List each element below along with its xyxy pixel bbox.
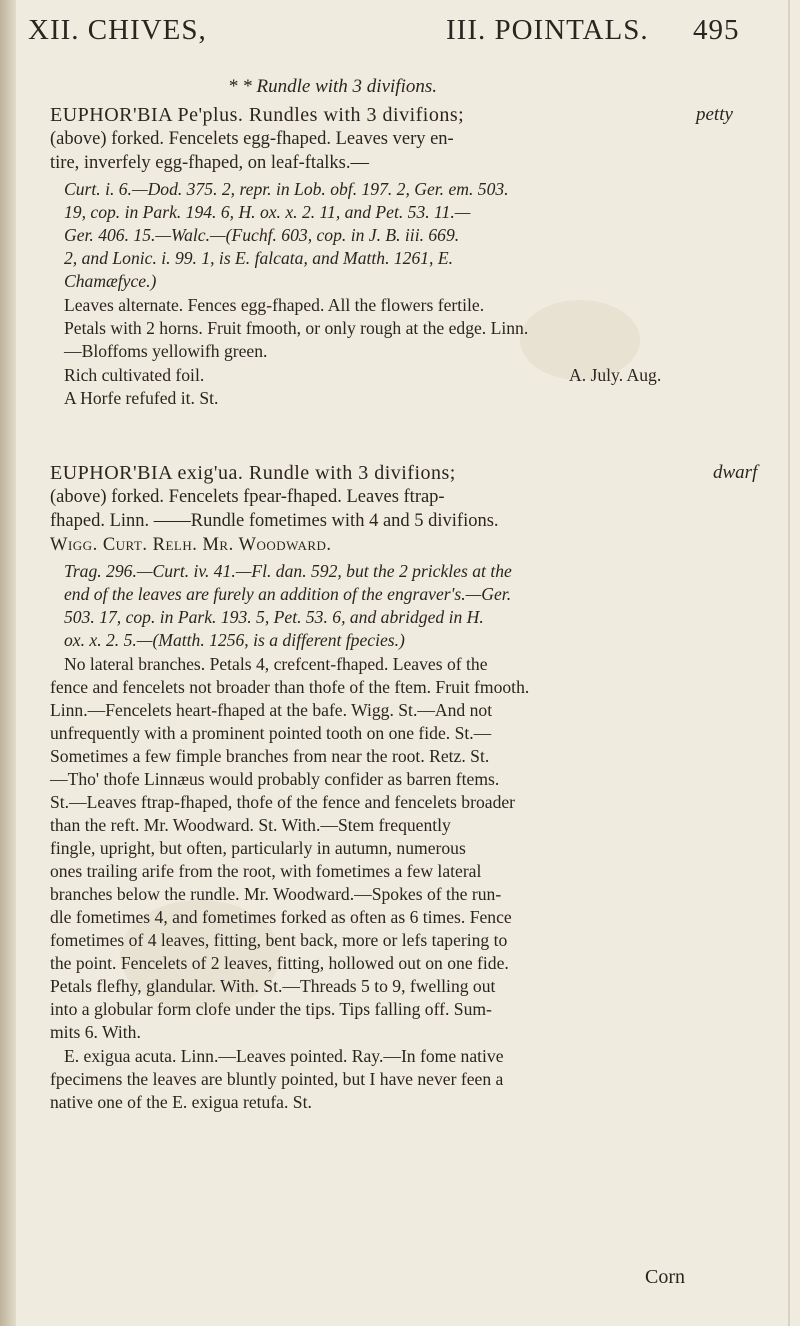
- entry-line: Linn.—Fencelets heart-fhaped at the bafe. Wigg. St.—And not: [50, 700, 493, 720]
- entry-line: (above) forked. Fencelets egg-fhaped. Leaves very en-: [50, 129, 454, 149]
- entry-line: the point. Fencelets of 2 leaves, fitting, hollowed out on one fide.: [50, 953, 509, 973]
- entry-line: Sometimes a few fimple branches from near the root. Retz. St.: [50, 746, 490, 766]
- page-number: 495: [693, 14, 740, 46]
- entry-line: 503. 17, cop. in Park. 193. 5, Pet. 53. 6, and abridged in H.: [64, 607, 484, 627]
- margin-note-dwarf: dwarf: [713, 462, 758, 483]
- entry-line: E. exigua acuta. Linn.—Leaves pointed. Ray.—In fome native: [64, 1046, 504, 1066]
- entry-line: Curt. i. 6.—Dod. 375. 2, repr. in Lob. obf. 197. 2, Ger. em. 503.: [64, 179, 509, 199]
- entry-line: —Bloffoms yellowifh green.: [64, 341, 268, 361]
- page-edge: [788, 0, 790, 1326]
- entry-line: tire, inverfely egg-fhaped, on leaf-ftalks.—: [50, 153, 369, 173]
- entry-line: Petals flefhy, glandular. With. St.—Threads 5 to 9, fwelling out: [50, 976, 496, 996]
- entry-line: unfrequently with a prominent pointed tooth on one fide. St.—: [50, 723, 492, 743]
- entry-line: 2, and Lonic. i. 99. 1, is E. falcata, and Matth. 1261, E.: [64, 248, 454, 268]
- entry-line: EUPHOR'BIA Pe'plus. Rundles with 3 divifions;: [50, 104, 465, 126]
- entry-line: mits 6. With.: [50, 1022, 141, 1042]
- running-head: [28, 14, 768, 47]
- section-heading: * * Rundle with 3 divifions.: [228, 76, 437, 97]
- entry-line: fometimes of 4 leaves, fitting, bent back, more or lefs tapering to: [50, 930, 508, 950]
- entry-line: Trag. 296.—Curt. iv. 41.—Fl. dan. 592, but the 2 prickles at the: [64, 561, 512, 581]
- entry-line: (above) forked. Fencelets fpear-fhaped. Leaves ftrap-: [50, 487, 445, 507]
- entry-line: into a globular form clofe under the tips. Tips falling off. Sum-: [50, 999, 492, 1019]
- entry-line: 19, cop. in Park. 194. 6, H. ox. x. 2. 11, and Pet. 53. 11.—: [64, 202, 471, 222]
- entry-line: fence and fencelets not broader than thofe of the ftem. Fruit fmooth.: [50, 677, 530, 697]
- entry-line: Rich cultivated foil.: [64, 365, 205, 385]
- page-gutter: [0, 0, 16, 1326]
- running-head-right: III. POINTALS.: [446, 14, 649, 46]
- entry-line: Wigg. Curt. Relh. Mr. Woodward.: [50, 535, 332, 555]
- entry-line: A Horfe refufed it. St.: [64, 388, 219, 408]
- entry-line: St.—Leaves ftrap-fhaped, thofe of the fence and fencelets broader: [50, 792, 516, 812]
- entry-line: fingle, upright, but often, particularly in autumn, numerous: [50, 838, 466, 858]
- running-head-left: XII. CHIVES,: [28, 14, 207, 46]
- margin-note-petty: petty: [696, 104, 733, 125]
- entry-line: native one of the E. exigua retufa. St.: [50, 1092, 312, 1112]
- entry-line: —Tho' thofe Linnæus would probably confider as barren ftems.: [50, 769, 500, 789]
- entry-line: EUPHOR'BIA exig'ua. Rundle with 3 divifions;: [50, 462, 456, 484]
- entry-line: Ger. 406. 15.—Walc.—(Fuchf. 603, cop. in J. B. iii. 669.: [64, 225, 460, 245]
- entry-line: Chamæfyce.): [64, 271, 157, 291]
- entry-line: ox. x. 2. 5.—(Matth. 1256, is a different fpecies.): [64, 630, 405, 650]
- catchword: Corn: [645, 1266, 685, 1288]
- entry-line: end of the leaves are furely an addition of the engraver's.—Ger.: [64, 584, 512, 604]
- entry-line: fhaped. Linn. ——Rundle fometimes with 4 and 5 divifions.: [50, 511, 499, 531]
- entry-line: Petals with 2 horns. Fruit fmooth, or only rough at the edge. Linn.: [64, 318, 529, 338]
- flowering-months: A. July. Aug.: [569, 365, 662, 385]
- entry-line: ones trailing arife from the root, with fometimes a few lateral: [50, 861, 482, 881]
- entry-line: than the reft. Mr. Woodward. St. With.—Stem frequently: [50, 815, 451, 835]
- entry-line: Leaves alternate. Fences egg-fhaped. All the flowers fertile.: [64, 295, 485, 315]
- entry-line: dle fometimes 4, and fometimes forked as often as 6 times. Fence: [50, 907, 512, 927]
- entry-line: fpecimens the leaves are bluntly pointed, but I have never feen a: [50, 1069, 504, 1089]
- entry-line: branches below the rundle. Mr. Woodward.—Spokes of the run-: [50, 884, 502, 904]
- entry-line: No lateral branches. Petals 4, crefcent-fhaped. Leaves of the: [64, 654, 488, 674]
